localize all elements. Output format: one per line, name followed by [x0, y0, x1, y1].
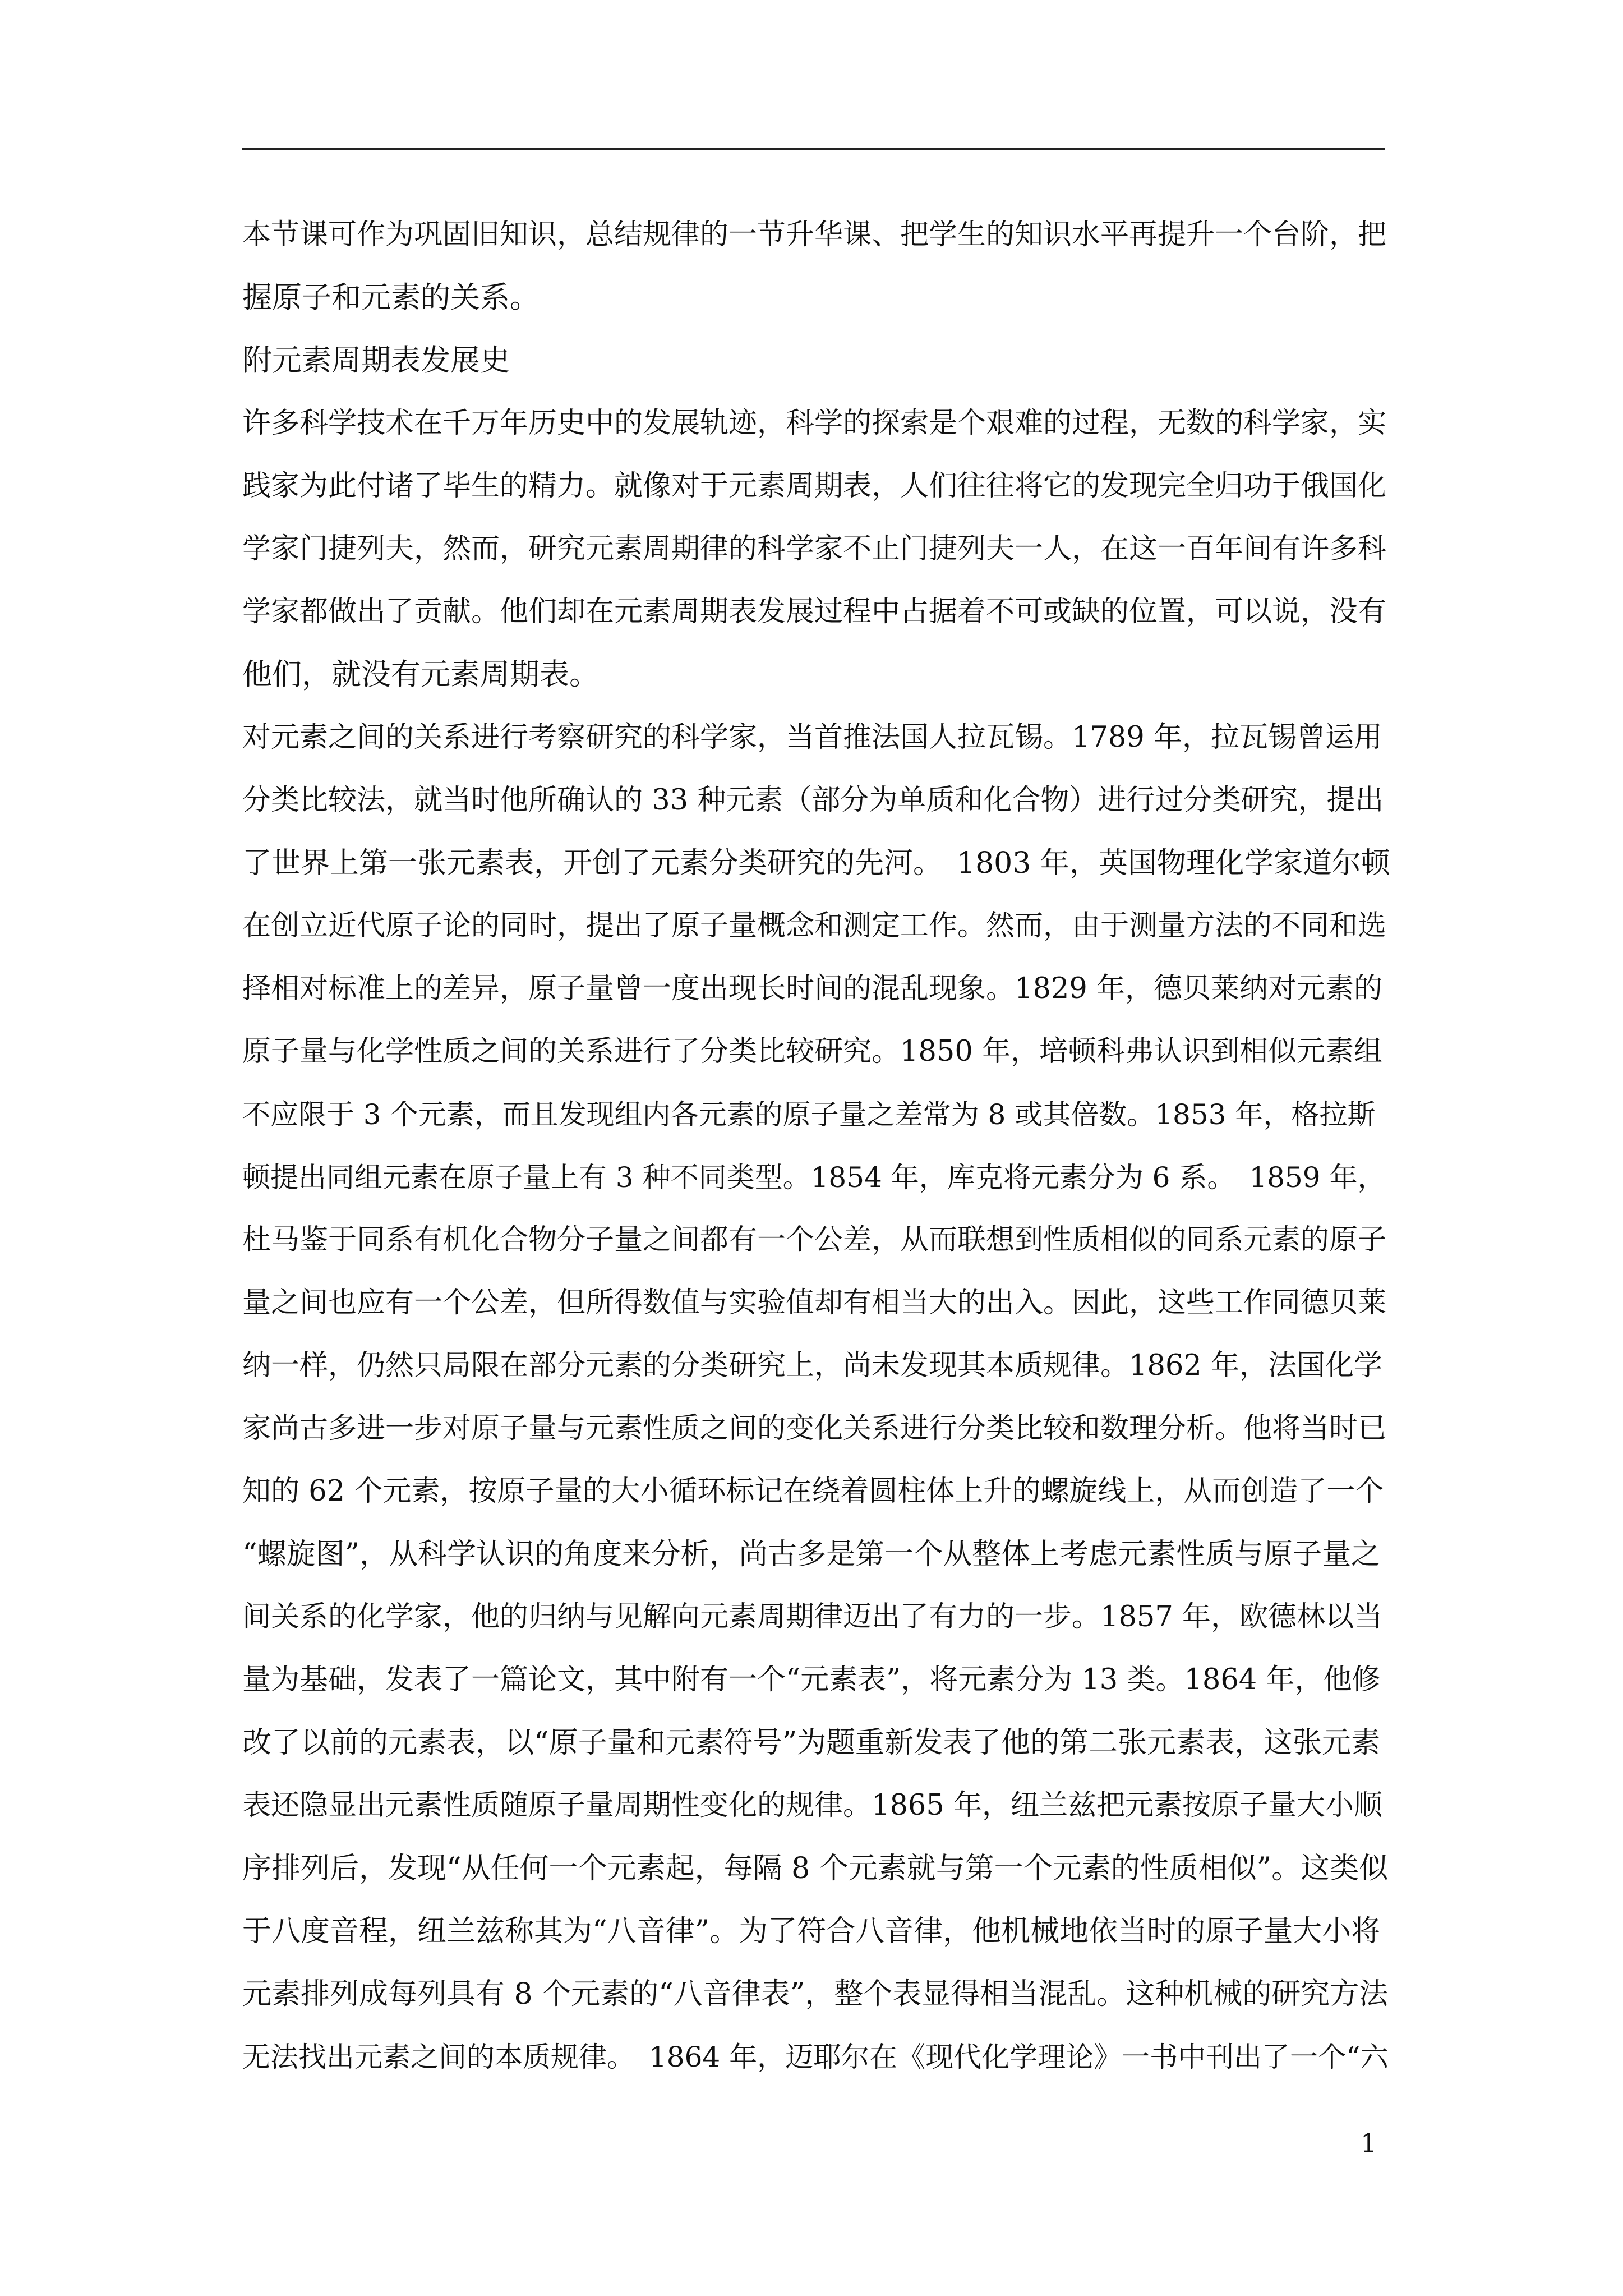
page-number: 1 [1361, 2128, 1377, 2158]
text-line: 纳一样，仍然只局限在部分元素的分类研究上，尚未发现其本质规律。1862 年，法国化学 [242, 1349, 1383, 1382]
text-line: 不应限于 3 个元素，而且发现组内各元素的原子量之差常为 8 或其倍数。1853 年，格拉斯 [242, 1098, 1376, 1131]
text-line: 杜马鉴于同系有机化合物分子量之间都有一个公差，从而联想到性质相似的同系元素的原子 [242, 1223, 1387, 1257]
text-line: 学家都做出了贡献。他们却在元素周期表发展过程中占据着不可或缺的位置，可以说，没有 [242, 595, 1387, 628]
text-line: 量为基础，发表了一篇论文，其中附有一个“元素表”，将元素分为 13 类。1864 年，他修 [242, 1663, 1381, 1696]
text-line: 践家为此付诸了毕生的精力。就像对于元素周期表，人们往往将它的发现完全归功于俄国化 [242, 470, 1387, 503]
text-line: 握原子和元素的关系。 [242, 280, 540, 315]
section-heading: 附元素周期表发展史 [242, 343, 510, 378]
text-line: 分类比较法，就当时他所确认的 33 种元素（部分为单质和化合物）进行过分类研究，提出 [242, 784, 1384, 817]
document-body [242, 204, 1398, 2088]
text-line: 间关系的化学家，他的归纳与见解向元素周期律迈出了有力的一步。1857 年，欧德林以当 [242, 1600, 1383, 1634]
text-line: 表还隐显出元素性质随原子量周期性变化的规律。1865 年，纽兰兹把元素按原子量大小顺 [242, 1789, 1383, 1822]
text-line: 许多科学技术在千万年历史中的发展轨迹，科学的探索是个艰难的过程，无数的科学家，实 [242, 407, 1387, 440]
text-line: 学家门捷列夫，然而，研究元素周期律的科学家不止门捷列夫一人，在这一百年间有许多科 [242, 532, 1387, 565]
text-line: 家尚古多进一步对原子量与元素性质之间的变化关系进行分类比较和数理分析。他将当时已 [242, 1412, 1387, 1445]
text-line: 择相对标准上的差异，原子量曾一度出现长时间的混乱现象。1829 年，德贝莱纳对元素的 [242, 972, 1383, 1005]
text-line: 在创立近代原子论的同时，提出了原子量概念和测定工作。然而，由于测量方法的不同和选 [242, 909, 1387, 942]
text-line: 于八度音程，纽兰兹称其为“八音律”。为了符合八音律，他机械地依当时的原子量大小将 [242, 1915, 1381, 1948]
text-line: 无法找出元素之间的本质规律。 1864 年，迈耶尔在《现代化学理论》一书中刊出了一个“六 [242, 2041, 1389, 2073]
text-line: 元素排列成每列具有 8 个元素的“八音律表”，整个表显得相当混乱。这种机械的研究方法 [242, 1977, 1389, 2011]
text-line: “螺旋图”，从科学认识的角度来分析，尚古多是第一个从整体上考虑元素性质与原子量之 [242, 1538, 1381, 1571]
text-line: 改了以前的元素表，以“原子量和元素符号”为题重新发表了他的第二张元素表，这张元素 [242, 1726, 1381, 1760]
text-line: 量之间也应有一个公差，但所得数值与实验值却有相当大的出入。因此，这些工作同德贝莱 [242, 1286, 1387, 1319]
text-line: 对元素之间的关系进行考察研究的科学家，当首推法国人拉瓦锡。1789 年，拉瓦锡曾运用 [242, 721, 1383, 754]
text-line: 本节课可作为巩固旧知识，总结规律的一节升华课、把学生的知识水平再提升一个台阶，把 [242, 218, 1387, 251]
header-rule [242, 148, 1385, 150]
text-line: 原子量与化学性质之间的关系进行了分类比较研究。1850 年，培顿科弗认识到相似元素组 [242, 1035, 1383, 1068]
text-line: 了世界上第一张元素表，开创了元素分类研究的先河。 1803 年，英国物理化学家道尔顿 [242, 846, 1390, 880]
text-line: 顿提出同组元素在原子量上有 3 种不同类型。1854 年，库克将元素分为 6 系。 1859 年， [242, 1161, 1386, 1194]
text-line: 知的 62 个元素，按原子量的大小循环标记在绕着圆柱体上升的螺旋线上，从而创造了一个 [242, 1475, 1384, 1508]
text-line: 他们，就没有元素周期表。 [242, 657, 599, 692]
text-line: 序排列后，发现“从任何一个元素起，每隔 8 个元素就与第一个元素的性质相似”。这类似 [242, 1852, 1389, 1885]
